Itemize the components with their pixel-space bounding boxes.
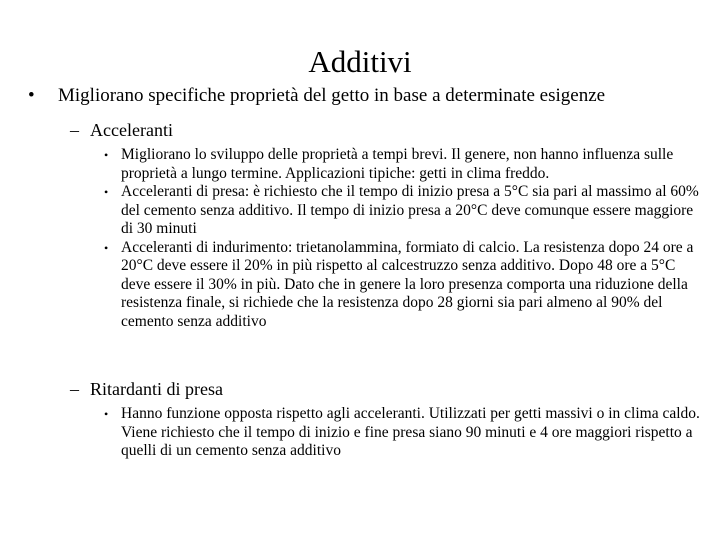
list-item: [104, 405, 704, 461]
list-item: [104, 239, 704, 332]
list-item-text: Acceleranti di presa: è richiesto che il tempo di inizio presa a 5°C sia pari al massimo al 60% del cemento senza additivo. Il tempo di inizio presa a 20°C deve comunque essere maggiore di 30 minuti: [121, 183, 699, 237]
main-bullet-text: Migliorano specifiche proprietà del getto in base a determinate esigenze: [58, 85, 606, 106]
section-heading-text: Acceleranti: [90, 120, 173, 140]
bullet-icon: •: [28, 85, 35, 106]
bullet-icon: •: [104, 240, 109, 255]
list-item: [104, 183, 704, 239]
list-item-text: Hanno funzione opposta rispetto agli acceleranti. Utilizzati per getti massivi o in clima caldo. Viene richiesto che il tempo di inizio e fine presa siano 90 minuti e 4 ore maggiori rispetto a quelli di un cemento senza additivo: [121, 405, 700, 459]
dash-icon: –: [70, 120, 79, 140]
list-item-text: Acceleranti di indurimento: trietanolammina, formiato di calcio. La resistenza dopo 24 ore a 20°C deve essere il 20% in più rispetto al calcestruzzo senza additivo. Dopo 48 ore a 5°C deve essere il 30% in più. Dato che in genere la loro presenza comporta una riduzione della resistenza finale, si richiede che la resistenza dopo 28 giorni sia pari almeno al 90% del cemento senza additivo: [121, 238, 694, 330]
ritardanti-list: [104, 405, 704, 461]
list-item-text: Migliorano lo sviluppo delle proprietà a tempi brevi. Il genere, non hanno influenza sulle proprietà a lungo termine. Applicazioni tipiche: getti in clima freddo.: [121, 146, 674, 182]
bullet-icon: •: [104, 407, 109, 421]
slide-title: Additivi: [308, 44, 412, 79]
acceleranti-list: [104, 146, 704, 331]
dash-icon: –: [70, 379, 79, 399]
section-heading-text: Ritardanti di presa: [90, 379, 223, 399]
bullet-icon: •: [104, 185, 109, 199]
list-item: [104, 146, 704, 183]
bullet-icon: •: [104, 148, 109, 162]
